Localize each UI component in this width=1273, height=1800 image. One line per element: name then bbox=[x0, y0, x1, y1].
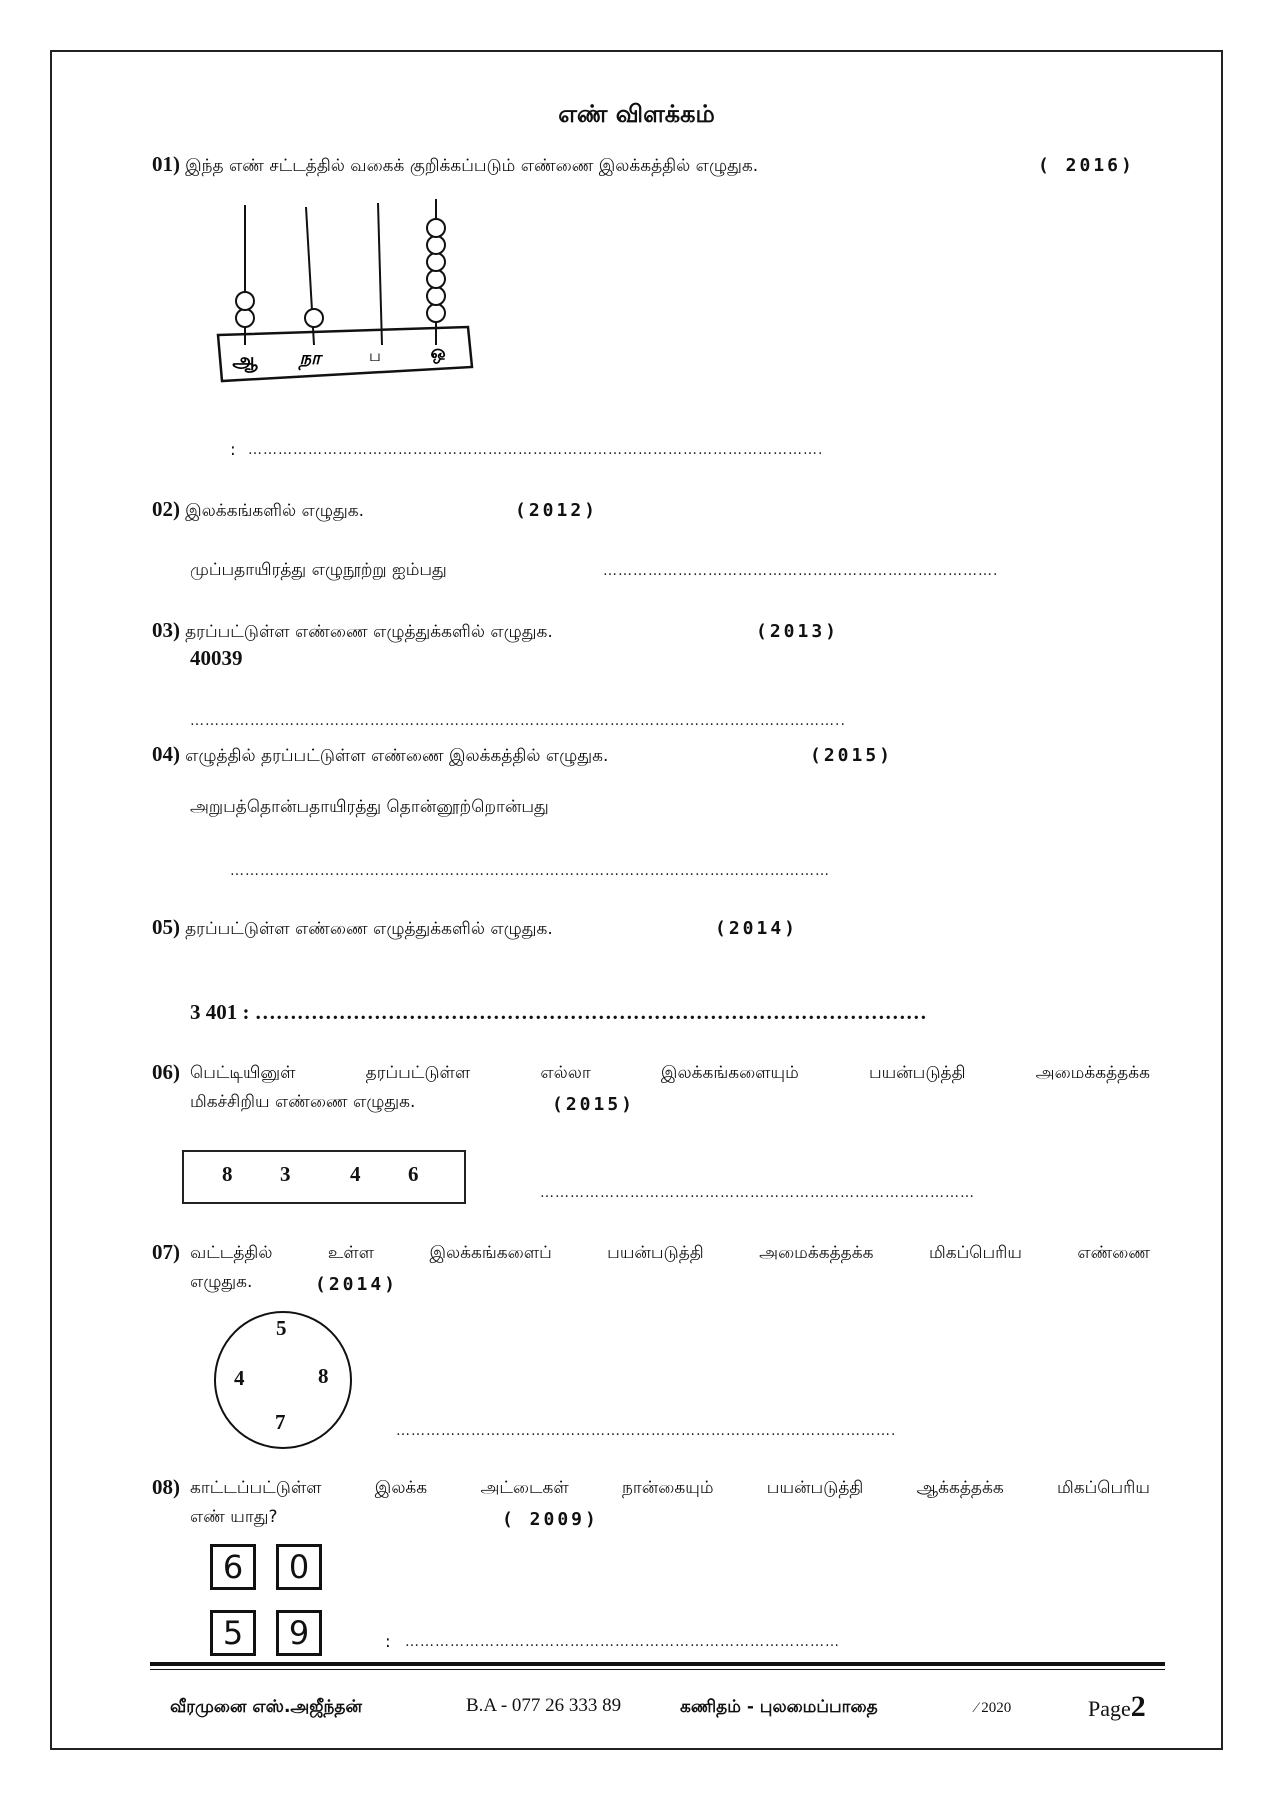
question-1 bbox=[152, 152, 758, 178]
abacus-label: ஒ bbox=[430, 342, 446, 363]
question-number: 06) bbox=[152, 1060, 180, 1084]
question-text: எழுத்தில் தரப்பட்டுள்ள எண்ணை இலக்கத்தில் எழுதுக. bbox=[185, 746, 609, 766]
question-6-text: பெட்டியினுள் தரப்பட்டுள்ள எல்லா இலக்கங்களையும் பயன்படுத்தி அமைக்கத்தக்க bbox=[190, 1063, 1150, 1083]
footer-phone: B.A - 077 26 333 89 bbox=[466, 1695, 622, 1716]
page-number: 2 bbox=[1130, 1690, 1146, 1723]
abacus-bead bbox=[427, 236, 445, 254]
question-4-phrase: அறுபத்தொன்பதாயிரத்து தொன்னூற்றொன்பது bbox=[190, 797, 549, 817]
question-4 bbox=[152, 742, 608, 768]
abacus-bead bbox=[305, 309, 323, 327]
question-number: 07) bbox=[152, 1240, 180, 1264]
answer-line[interactable]: …………………………………………………………………………… bbox=[540, 1185, 975, 1201]
question-7-text: வட்டத்தில் உள்ள இலக்கங்களைப் பயன்படுத்தி அமைக்கத்தக்க மிகப்பெரிய எண்ணை bbox=[190, 1243, 1150, 1263]
abacus-rod bbox=[378, 203, 382, 345]
question-6-year: (2015) bbox=[552, 1094, 636, 1115]
question-5-year: (2014) bbox=[715, 918, 799, 939]
answer-prefix: : bbox=[385, 1632, 391, 1652]
question-5 bbox=[152, 915, 553, 941]
question-number: 02) bbox=[152, 497, 180, 521]
answer-line[interactable]: …………………………………………………………………………… bbox=[405, 1634, 840, 1650]
circle-digit: 4 bbox=[234, 1366, 245, 1390]
question-number: 04) bbox=[152, 742, 180, 766]
answer-line[interactable]: ………………………………………………………………………………………………………… bbox=[230, 863, 830, 879]
question-3 bbox=[152, 618, 553, 644]
question-text: தரப்பட்டுள்ள எண்ணை எழுத்துக்களில் எழுதுக. bbox=[185, 622, 553, 642]
digit-card: 0 bbox=[276, 1544, 322, 1590]
abacus-bead bbox=[236, 292, 254, 310]
question-2-phrase: முப்பதாயிரத்து எழுநூற்று ஐம்பது bbox=[190, 560, 447, 580]
question-1-year: ( 2016) bbox=[1038, 155, 1135, 176]
digit: 8 bbox=[222, 1162, 233, 1186]
question-number: 03) bbox=[152, 618, 180, 642]
digit: 4 bbox=[350, 1162, 361, 1186]
digit: 6 bbox=[408, 1162, 419, 1186]
question-number: 01) bbox=[152, 152, 180, 176]
abacus-bead bbox=[427, 287, 445, 305]
question-3-number: 40039 bbox=[190, 646, 243, 670]
abacus-bead bbox=[427, 219, 445, 237]
footer-author: வீரமுனை எஸ்.அஜீந்தன் bbox=[170, 1697, 362, 1717]
question-7-year: (2014) bbox=[315, 1274, 399, 1295]
page-label: Page bbox=[1088, 1696, 1131, 1721]
question-4-year: (2015) bbox=[810, 745, 894, 766]
question-text: இந்த எண் சட்டத்தில் வகைக் குறிக்கப்படும் எண்ணை இலக்கத்தில் எழுதுக. bbox=[185, 156, 759, 176]
page-title: எண் விளக்கம் bbox=[558, 100, 715, 128]
circle-digit: 8 bbox=[318, 1364, 329, 1388]
answer-line[interactable]: ………………………………………………………………………………………………………………….. bbox=[190, 713, 846, 729]
answer-line[interactable]: ……………………………………………………………………………………………………. bbox=[248, 442, 824, 458]
digit-card: 5 bbox=[210, 1610, 256, 1656]
abacus-bead bbox=[427, 270, 445, 288]
abacus-bead bbox=[236, 309, 254, 327]
abacus-bead bbox=[427, 253, 445, 271]
question-7-number-wrap bbox=[152, 1240, 180, 1265]
question-8-text: காட்டப்பட்டுள்ள இலக்க அட்டைகள் நான்கையும் பயன்படுத்தி ஆக்கத்தக்க மிகப்பெரிய bbox=[190, 1478, 1150, 1498]
abacus-label: ப bbox=[369, 346, 381, 365]
question-6-text-line2: மிகச்சிறிய எண்ணை எழுதுக. bbox=[190, 1092, 416, 1112]
digit-card: 6 bbox=[210, 1544, 256, 1590]
question-7-text-line2: எழுதுக. bbox=[190, 1272, 253, 1292]
footer-rule bbox=[150, 1662, 1165, 1666]
circle-digit: 7 bbox=[275, 1410, 286, 1434]
abacus-bead bbox=[427, 304, 445, 322]
footer-rule-thin bbox=[150, 1669, 1165, 1670]
footer-year: ⁄ 2020 bbox=[975, 1700, 1012, 1716]
answer-line[interactable]: ……………………………………………………………………. bbox=[603, 563, 999, 579]
question-2 bbox=[152, 497, 364, 523]
answer-line[interactable]: ………………………………………………………………………………………. bbox=[396, 1423, 897, 1439]
abacus-figure bbox=[210, 195, 480, 390]
footer-page bbox=[1088, 1690, 1146, 1724]
question-8-year: ( 2009) bbox=[502, 1509, 599, 1530]
answer-prefix: : bbox=[230, 440, 236, 460]
circle-digit: 5 bbox=[276, 1316, 287, 1340]
question-6-number-wrap bbox=[152, 1060, 180, 1085]
question-text: தரப்பட்டுள்ள எண்ணை எழுத்துக்களில் எழுதுக. bbox=[185, 919, 553, 939]
question-number: 08) bbox=[152, 1475, 180, 1499]
digit: 3 bbox=[280, 1162, 291, 1186]
question-2-year: (2012) bbox=[515, 500, 599, 521]
answer-line[interactable]: 3 401 : …………………………………………………………………………………… bbox=[190, 1000, 927, 1024]
question-8-number-wrap bbox=[152, 1475, 180, 1500]
question-8-text-line2: எண் யாது? bbox=[190, 1507, 278, 1527]
question-number: 05) bbox=[152, 915, 180, 939]
abacus-label: நா bbox=[299, 348, 321, 369]
footer-subject: கணிதம் - புலமைப்பாதை bbox=[680, 1697, 878, 1717]
abacus-label: ஆ bbox=[232, 348, 258, 372]
question-3-year: (2013) bbox=[756, 621, 840, 642]
question-text: இலக்கங்களில் எழுதுக. bbox=[185, 501, 365, 521]
digit-card: 9 bbox=[276, 1610, 322, 1656]
